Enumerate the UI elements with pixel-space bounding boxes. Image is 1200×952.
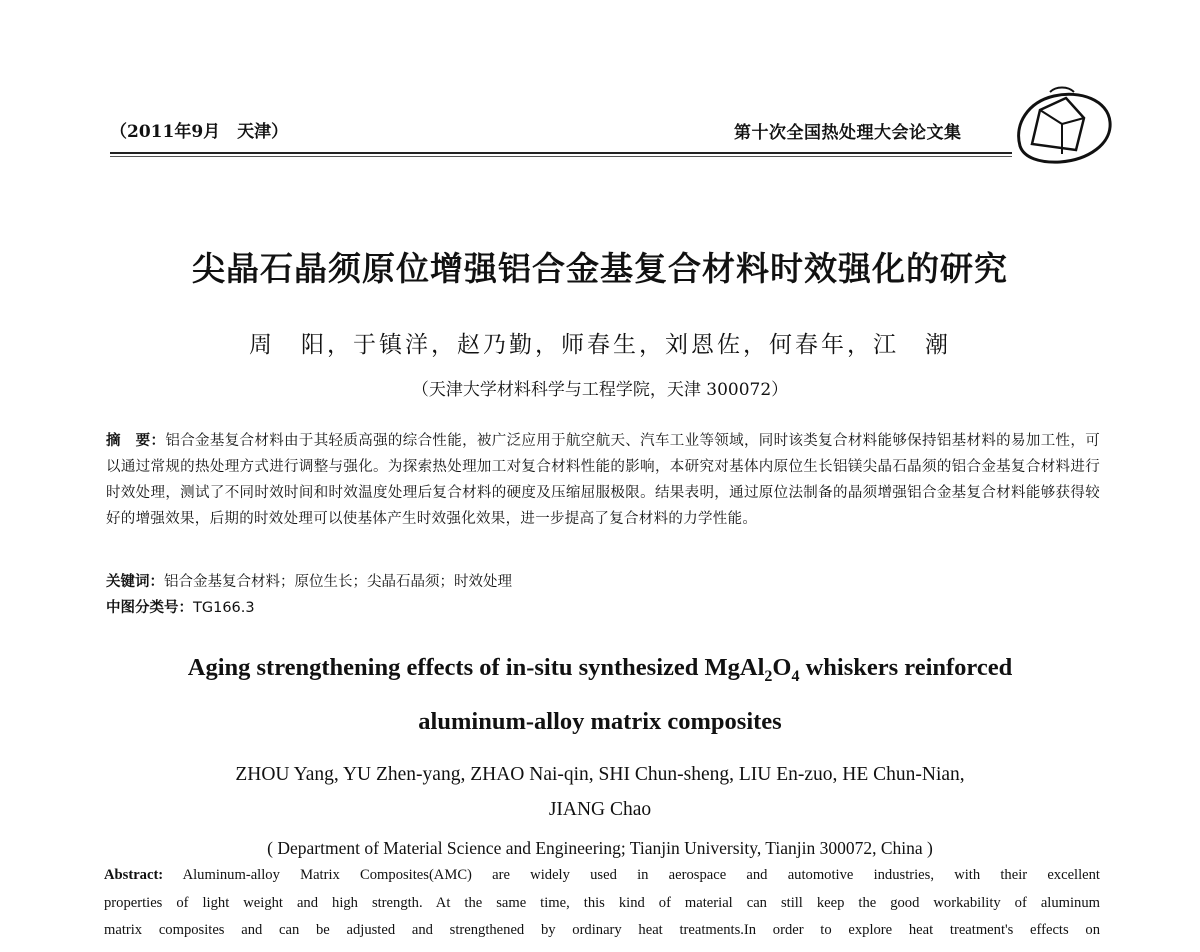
authors-english-line1: ZHOU Yang, YU Zhen-yang, ZHAO Nai-qin, SHI Chun-sheng, LIU En-zuo, HE Chun-Nian, bbox=[235, 764, 965, 785]
authors-chinese: 周 阳，于镇洋，赵乃勤，师春生，刘恩佐，何春年，江 潮 bbox=[249, 332, 951, 358]
classification-number bbox=[106, 596, 255, 620]
classification-label: 中图分类号： bbox=[106, 600, 193, 616]
title-en-part: Aging strengthening effects of in-situ synthesized MgAl bbox=[187, 654, 765, 681]
abstract-english-line: properties of light weight and high strength. At the same time, this kind of material can still keep the good workability of aluminum bbox=[104, 894, 1100, 911]
keywords-chinese-label: 关键词： bbox=[106, 574, 164, 590]
title-en-part: whiskers reinforced bbox=[799, 654, 1013, 681]
title-en-part: O bbox=[772, 654, 792, 681]
proceedings-title: 第十次全国热处理大会论文集 bbox=[734, 123, 962, 143]
abstract-english-line: matrix composites and can be adjusted and strengthened by ordinary heat treatments.In order to explore heat treatment's effects on bbox=[104, 922, 1100, 938]
conference-date-location: （2011年9月 天津） bbox=[110, 122, 289, 142]
abstract-english-line bbox=[104, 862, 1100, 890]
title-en-subscript: 4 bbox=[791, 668, 800, 685]
conference-emblem-icon bbox=[1010, 84, 1116, 166]
paper-title-chinese: 尖晶石晶须原位增强铝合金基复合材料时效强化的研究 bbox=[192, 249, 1008, 288]
paper-title-english-line2: aluminum-alloy matrix composites bbox=[418, 708, 782, 735]
abstract-english bbox=[104, 862, 1100, 945]
affiliation-chinese: （天津大学材料科学与工程学院，天津 300072） bbox=[411, 380, 789, 400]
abstract-chinese bbox=[106, 428, 1100, 532]
paper-title-english-line1 bbox=[0, 654, 1200, 685]
abstract-english-label: Abstract: bbox=[104, 867, 164, 883]
abstract-chinese-label: 摘 要： bbox=[106, 433, 166, 449]
keywords-chinese bbox=[106, 570, 512, 594]
header-rule-thin bbox=[110, 156, 1012, 157]
abstract-english-text: Aluminum-alloy Matrix Composites(AMC) are widely used in aerospace and automotive industries, with their excellent bbox=[163, 867, 1100, 883]
authors-english-line2: JIANG Chao bbox=[548, 799, 652, 820]
abstract-chinese-text: 铝合金基复合材料由于其轻质高强的综合性能，被广泛应用于航空航天、汽车工业等领域，同时该类复合材料能够保持铝基材料的易加工性，可以通过常规的热处理方式进行调整与强化。为探索热处理加工对复合材料性能的影响，本研究对基体内原位生长铝镁尖晶石晶须的铝合金基复合材料进行时效处理，测试了不同时效时间和时效温度处理后复合材料的硬度及压缩屈服极限。结果表明，通过原位法制备的晶须增强铝合金基复合材料能够获得较好的增强效果，后期的时效处理可以使基体产生时效强化效果，进一步提高了复合材料的力学性能。 bbox=[106, 433, 1100, 527]
keywords-chinese-text: 铝合金基复合材料；原位生长；尖晶石晶须；时效处理 bbox=[164, 574, 512, 590]
affiliation-english: ( Department of Material Science and Engineering; Tianjin University, Tianjin 300072, China ) bbox=[267, 838, 933, 858]
title-en-subscript: 2 bbox=[764, 668, 773, 685]
classification-code: TG166.3 bbox=[193, 600, 255, 616]
header-rule bbox=[110, 152, 1012, 154]
